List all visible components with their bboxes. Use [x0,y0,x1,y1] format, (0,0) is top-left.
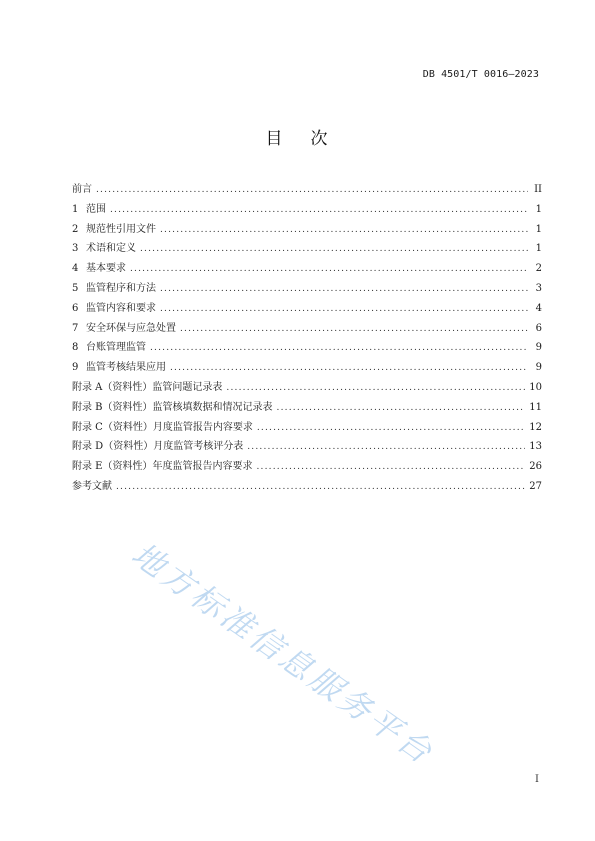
toc-entry-page: 6 [535,322,542,334]
toc-leader-dots [257,423,525,433]
toc-entry-label: 术语和定义 [86,243,136,255]
toc-entry-page: 10 [529,381,542,393]
toc-leader-dots [160,304,528,314]
toc-entry-page: 1 [535,203,542,215]
toc-entry-appendix[interactable] [72,418,542,438]
toc-entry-page: 9 [535,362,542,374]
toc-entry-number: 9 [72,362,79,374]
toc-entry-label: 监管核填数据和情况记录表 [152,401,273,413]
toc-leader-dots [180,324,528,334]
toc-entry-number: 4 [72,263,79,275]
toc-leader-dots [170,363,528,373]
document-code: DB 4501/T 0016—2023 [422,69,539,80]
toc-entry[interactable] [72,319,542,339]
toc-leader-dots [96,185,528,195]
toc-entry-page: 1 [535,223,542,235]
toc-leader-dots [247,442,525,452]
toc-entry-number: 1 [72,203,79,215]
toc-title-char-2: 次 [310,129,330,149]
toc-leader-dots [256,462,525,472]
toc-entry-appendix[interactable] [72,398,542,418]
toc-entry-number: 7 [72,322,79,334]
toc-entry-label: 监管内容和要求 [86,302,156,314]
table-of-contents [72,180,542,497]
toc-leader-dots [130,264,528,274]
toc-entry[interactable] [72,220,542,240]
toc-entry[interactable] [72,299,542,319]
toc-entry-label: 范围 [86,203,106,215]
toc-entry[interactable] [72,239,542,259]
toc-entry-label: 监管考核结果应用 [86,362,166,374]
toc-entry-appendix[interactable] [72,378,542,398]
toc-leader-dots [226,383,525,393]
toc-entry-label: 月度监管考核评分表 [153,441,244,453]
toc-entry-label: 台账管理监管 [86,342,146,354]
toc-entry[interactable] [72,200,542,220]
toc-entry-page: 12 [529,421,542,433]
toc-appendix-tag: 附录 D（资料性） [72,441,154,453]
page-number: I [535,774,539,785]
toc-entry-page: II [534,184,542,195]
toc-entry-appendix[interactable] [72,437,542,457]
watermark-text: 地方标准信息服务平台 [124,534,442,773]
toc-entry-page: 13 [529,441,542,453]
toc-entry-label: 监管程序和方法 [86,282,156,294]
toc-entry-label: 基本要求 [86,263,126,275]
toc-appendix-tag: 附录 C（资料性） [72,421,153,433]
toc-entry-appendix[interactable] [72,457,542,477]
toc-entry-number: 5 [72,282,79,294]
toc-leader-dots [110,205,528,215]
toc-entry-page: 27 [529,480,542,492]
toc-entry-label: 规范性引用文件 [86,223,156,235]
toc-entry[interactable] [72,180,542,200]
toc-entry-label: 前言 [72,184,92,195]
toc-leader-dots [277,403,526,413]
toc-entry[interactable] [72,259,542,279]
toc-leader-dots [160,225,528,235]
toc-entry-page: 11 [529,401,542,413]
toc-entry-number: 8 [72,342,79,354]
toc-entry-number: 3 [72,243,79,255]
toc-entry-label: 年度监管报告内容要求 [152,461,253,473]
toc-entry-number: 6 [72,302,79,314]
toc-entry-label: 监管问题记录表 [152,381,223,393]
toc-entry-page: 2 [535,263,542,275]
toc-entry-page: 9 [535,342,542,354]
toc-entry[interactable] [72,338,542,358]
toc-entry-page: 1 [535,243,542,255]
toc-leader-dots [150,343,528,353]
toc-entry-label: 安全环保与应急处置 [86,322,176,334]
toc-entry-label: 参考文献 [72,480,112,492]
toc-entry-label: 月度监管报告内容要求 [152,421,253,433]
toc-appendix-tag: 附录 E（资料性） [72,461,153,473]
toc-appendix-tag: 附录 A（资料性） [72,381,153,393]
toc-title [0,124,595,149]
toc-entry[interactable] [72,358,542,378]
toc-leader-dots [160,284,528,294]
toc-leader-dots [140,244,528,254]
toc-entry-page: 26 [529,461,542,473]
toc-entry-number: 2 [72,223,79,235]
toc-entry-page: 4 [535,302,542,314]
toc-entry[interactable] [72,279,542,299]
toc-entry-page: 3 [535,282,542,294]
toc-entry[interactable] [72,477,542,497]
toc-leader-dots [116,482,525,492]
toc-appendix-tag: 附录 B（资料性） [72,401,153,413]
toc-title-char-1: 目 [265,129,285,149]
